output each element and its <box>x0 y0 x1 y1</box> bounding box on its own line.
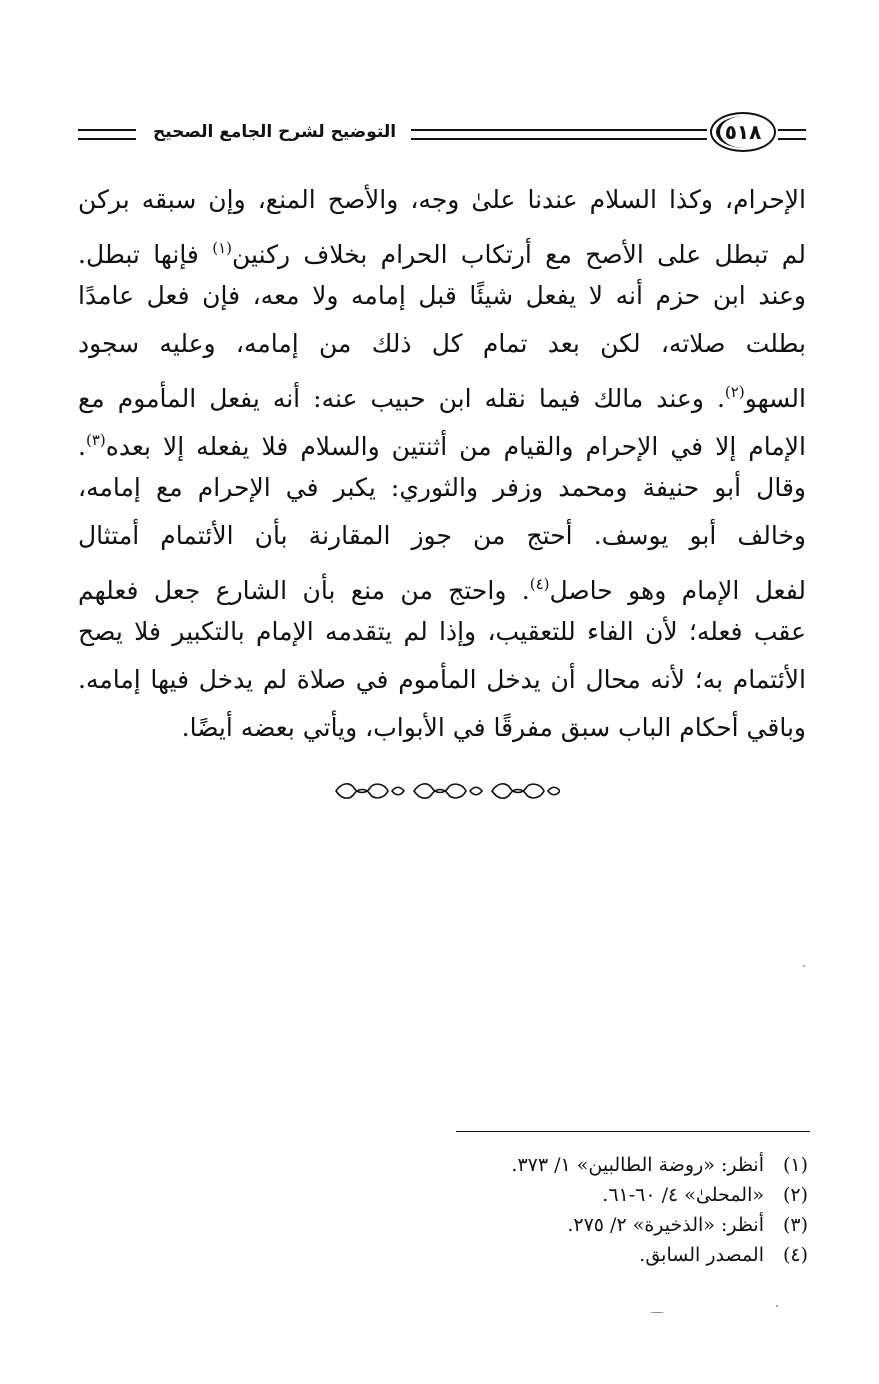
scan-speck <box>776 1305 778 1307</box>
text-line-10: عقب فعله؛ لأن الفاء للتعقيب، وإذا لم يتقدمه الإمام بالتكبير فلا يصح <box>78 617 806 646</box>
ornament-unit-1 <box>336 784 404 798</box>
scan-speck <box>650 1312 664 1313</box>
page-header <box>78 110 806 158</box>
text-line-8: وخالف أبو يوسف. أحتج من جوز المقارنة بأن الأئتمام أمتثال <box>78 521 806 550</box>
running-title: التوضيح لشرح الجامع الصحيح <box>152 122 397 142</box>
text-line-1: الإحرام، وكذا السلام عندنا علىٰ وجه، والأصح المنع، وإن سبقه بركن <box>78 185 806 214</box>
text-line-5 <box>78 368 806 416</box>
ornament-unit-2 <box>414 784 482 798</box>
footnote-1 <box>430 1150 808 1180</box>
page-number: ٥١٨ <box>724 120 762 144</box>
text-line-11: الأئتمام به؛ لأنه محال أن يدخل المأموم في صلاة لم يدخل فيها إمامه. <box>78 665 806 694</box>
footnote-4-text: المصدر السابق. <box>639 1244 764 1266</box>
text-line-6-tail: . <box>78 432 86 461</box>
text-line-6 <box>78 416 806 464</box>
footnote-3-number: (٣) <box>782 1214 808 1236</box>
page-number-badge <box>710 112 776 152</box>
footnote-separator <box>456 1131 810 1132</box>
ornament-unit-3 <box>492 784 560 798</box>
footnote-3 <box>430 1210 808 1240</box>
footnote-ref-1: (١) <box>212 239 232 257</box>
footnote-2-number: (٢) <box>782 1184 808 1206</box>
main-text <box>78 176 806 752</box>
footnote-2-text: «المحلىٰ» ٤/ ٦٠-٦١. <box>602 1184 764 1206</box>
text-line-5-tail: . وعند مالك فيما نقله ابن حبيب عنه: أنه يفعل المأموم مع <box>78 384 725 413</box>
text-line-12: وباقي أحكام الباب سبق مفرقًا في الأبواب، ويأتي بعضه أيضًا. <box>181 713 806 742</box>
text-line-9-tail: . واحتج من منع بأن الشارع جعل فعلهم <box>78 576 530 605</box>
footnote-1-number: (١) <box>782 1154 808 1176</box>
footnote-2 <box>430 1180 808 1210</box>
header-rule-left <box>78 129 136 140</box>
text-line-9-main: لفعل الإمام وهو حاصل <box>549 576 806 605</box>
footnotes <box>430 1150 808 1270</box>
text-line-9 <box>78 560 806 608</box>
footnote-ref-4: (٤) <box>529 575 550 593</box>
text-line-6-main: الإمام إلا في الإحرام والقيام من أثنتين والسلام فلا يفعله إلا بعده <box>105 432 806 461</box>
scan-speck <box>803 965 805 967</box>
footnote-4 <box>430 1240 808 1270</box>
footnote-4-number: (٤) <box>782 1244 808 1266</box>
text-line-5-main: السهو <box>744 384 806 413</box>
footnote-3-text: أنظر: «الذخيرة» ٢/ ٢٧٥. <box>567 1214 764 1236</box>
text-line-4: بطلت صلاته، لكن بعد تمام كل ذلك من إمامه، وعليه سجود <box>78 329 806 358</box>
footnote-1-text: أنظر: «روضة الطالبين» ١/ ٣٧٣. <box>511 1154 764 1176</box>
header-rule-right <box>778 129 806 140</box>
text-line-2 <box>78 224 806 272</box>
text-line-2-main: لم تبطل على الأصح مع أرتكاب الحرام بخلاف ركنين <box>232 240 806 269</box>
text-line-2-tail: فإنها تبطل. <box>78 240 199 269</box>
footnote-ref-2: (٢) <box>724 383 745 401</box>
header-rule-middle <box>411 129 707 140</box>
text-line-7: وقال أبو حنيفة ومحمد وزفر والثوري: يكبر في الإحرام مع إمامه، <box>78 473 806 502</box>
footnote-ref-3: (٣) <box>85 431 106 449</box>
section-end-ornament <box>330 778 560 804</box>
text-line-3: وعند ابن حزم أنه لا يفعل شيئًا قبل إمامه ولا معه، فإن فعل عامدًا <box>78 281 806 310</box>
